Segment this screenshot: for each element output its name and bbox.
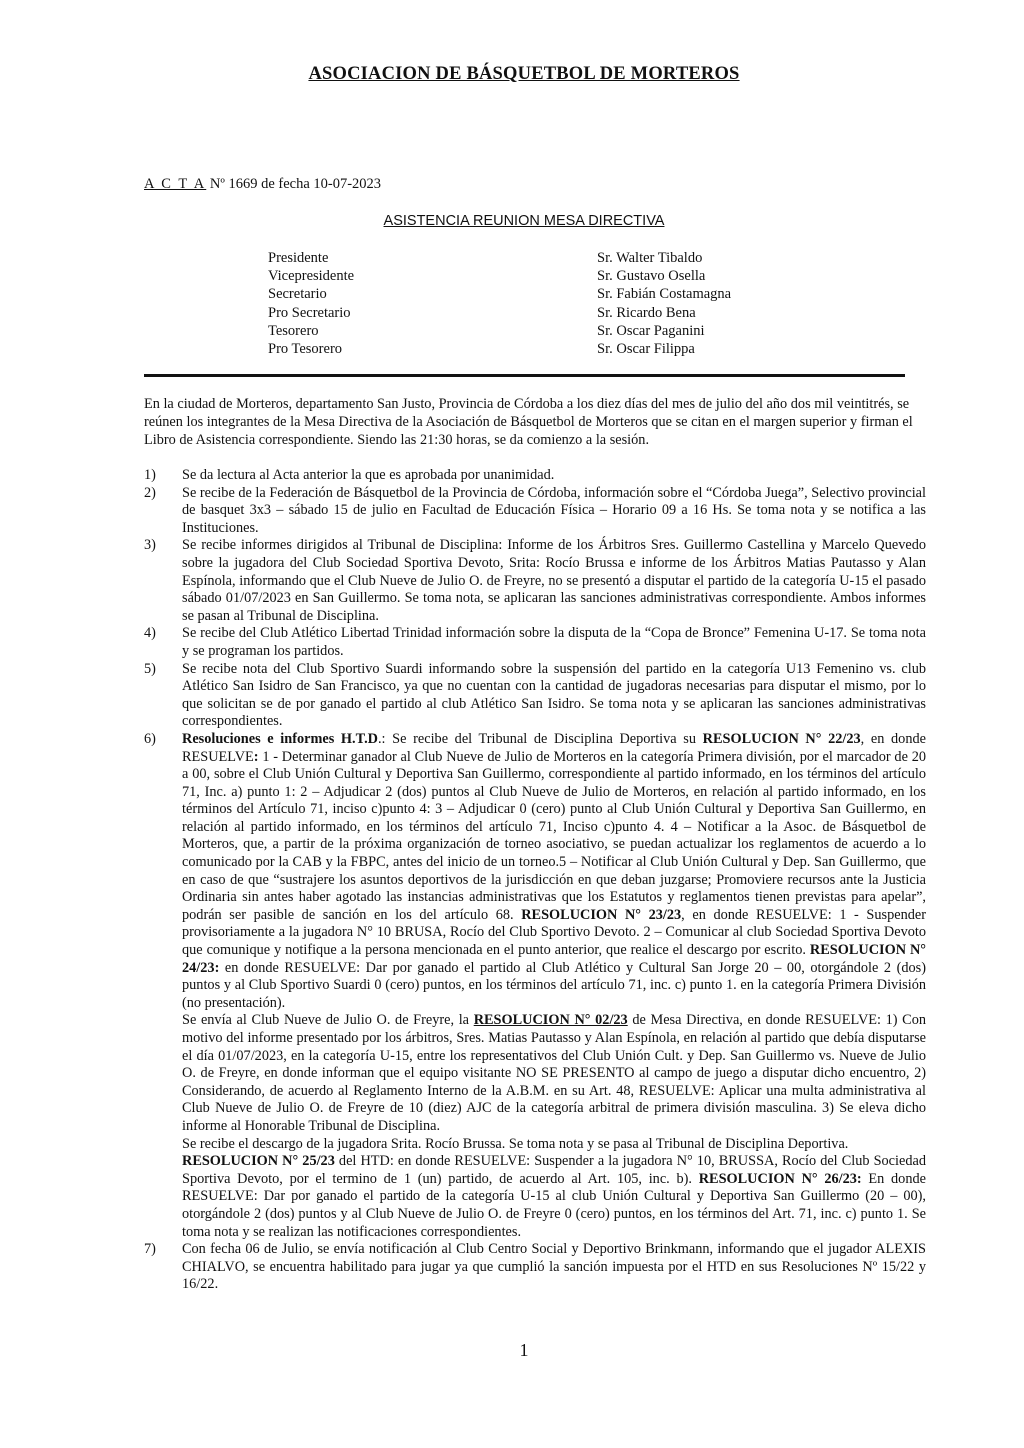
mesa-member-name: Sr. Gustavo Osella bbox=[597, 268, 706, 285]
mesa-member-name: Sr. Oscar Paganini bbox=[597, 322, 705, 339]
mesa-member-name: Sr. Oscar Filippa bbox=[597, 340, 695, 357]
mesa-row bbox=[268, 322, 788, 340]
item-text: Con fecha 06 de Julio, se envía notificación al Club Centro Social y Deportivo Brinkmann, informando que el jugador ALEXIS CHIALVO, se encuentra habilitado para jugar ya que cumplió la sanción impuesta por el HTD en sus Resoluciones Nº 15/22 y 16/22. bbox=[182, 1241, 926, 1293]
mesa-row bbox=[268, 340, 788, 358]
item-number: 4) bbox=[144, 625, 156, 642]
item-number: 6) bbox=[144, 730, 156, 747]
mesa-row bbox=[268, 249, 788, 267]
mesa-directiva-list bbox=[268, 249, 788, 358]
horizontal-divider bbox=[144, 374, 905, 377]
mesa-role: Vicepresidente bbox=[268, 268, 355, 285]
item-number: 1) bbox=[144, 467, 156, 483]
asistencia-heading: ASISTENCIA REUNION MESA DIRECTIVA bbox=[383, 213, 665, 229]
item-number: 7) bbox=[144, 1241, 156, 1258]
text-run: , en donde RESUELVE bbox=[182, 730, 926, 765]
document-title: ASOCIACION DE BÁSQUETBOL DE MORTEROS bbox=[308, 64, 740, 84]
item-text: Se recibe del Club Atlético Libertad Trinidad información sobre la disputa de la “Copa de Bronce” Femenina U-17. Se toma nota y se programan los partidos. bbox=[182, 625, 926, 659]
text-run: del HTD: en donde RESUELVE: Suspender a la jugadora N° 10, BRUSSA, Rocío del Club Sociedad Sportiva Devoto, por el termino de 1 (un) partido, de acuerdo al Art. 105, inc. b). bbox=[182, 1153, 926, 1187]
item-number: 3) bbox=[144, 537, 156, 554]
bold-underlined-text: RESOLUCION N° 02/23 bbox=[473, 1012, 628, 1029]
list-item bbox=[144, 731, 926, 1241]
bold-text: RESOLUCION N° 23/23 bbox=[521, 906, 682, 923]
text-run: 1 - Determinar ganador al Club Nueve de Julio de Morteros en la categoría Primera división, por el marcador de 20 a 00, sobre el Club Unión Cultural y Deportiva San Guillermo, correspondiente al partido informado, en los términos del artículo 71, Inc. a) punto 1: 2 – Adjudicar 2 (dos) puntos al Club Nueve de Julio de Morteros, en relación al partido informado, en los términos del Artículo 71, inciso c)punto 4: 3 – Adjudicar 0 (cero) punto al Club Unión Cultural y Deportiva San Guillermo, en relación al partido informado, en los términos del artículo 71, Inciso c)punto 4. 4 – Notificar a la Asoc. de Básquetbol de Morteros, que, a partir de la próxima organización de torneo asociativo, se puedan actualizar los reglamentos de acuerdo a lo comunicado por la CAB y la FBPC, antes del inicio de un torneo.5 – Notificar al Club Unión Cultural y Dep. San Guillermo, que en caso de que “sustrajere los asuntos deportivos de la jurisdicción en que deban juzgarse; Promoviere recursos ante la Justicia Ordinaria sin antes haber agotado las instancias administrativas que los Estatutos y reglamentos tienen previstas para apelar”, podrán ser pasible de sanción en los del artículo 68. bbox=[182, 748, 926, 923]
mesa-row bbox=[268, 267, 788, 285]
mesa-role: Presidente bbox=[268, 250, 329, 266]
list-item bbox=[144, 661, 926, 731]
item-text: Se recibe nota del Club Sportivo Suardi informando sobre la suspensión del partido en la categoría U13 Femenino vs. club Atlético San Isidro de San Francisco, ya que no cuentan con la cantidad de jugadoras necesarias para disputar el mismo, por lo que solicitan se de por ganado el partido al club Atlético San Isidro. Se toma nota y se aplicaran las sanciones administrativas correspondientes. bbox=[182, 660, 926, 730]
resoluciones-paragraph bbox=[182, 731, 926, 1013]
text-run: En donde RESUELVE: Dar por ganado el partido de la categoría U-15 al club Unión Cultural y Deportiva San Guillermo (20 – 00), otorgándole 2 (dos) puntos y al Club Nueve de Julio O. de Freyre 0 (cero) puntos, en los términos del Art. 71, inc. c) punto 1. Se toma nota y se realizan las notificaciones correspondientes. bbox=[182, 1170, 926, 1240]
bold-text: : bbox=[253, 748, 259, 765]
resolucion-htd-paragraph bbox=[182, 1153, 926, 1241]
descargo-paragraph: Se recibe el descargo de la jugadora Srita. Rocío Brussa. Se toma nota y se pasa al Tribunal de Disciplina Deportiva. bbox=[182, 1135, 849, 1152]
item-text: Se recibe de la Federación de Básquetbol de la Provincia de Córdoba, información sobre el “Córdoba Juega”, Selectivo provincial de basquet 3x3 – sábado 15 de julio en Facultad de Educación Física – Horario 09 a 16 Hs. Se toma nota y se notifica a las Instituciones. bbox=[182, 484, 926, 536]
mesa-member-name: Sr. Fabián Costamagna bbox=[597, 286, 732, 303]
bold-text: RESOLUCION N° 25/23 bbox=[182, 1153, 335, 1170]
list-item bbox=[144, 1241, 926, 1294]
acta-number-line bbox=[144, 176, 381, 193]
item-text: Se recibe informes dirigidos al Tribunal de Disciplina: Informe de los Árbitros Sres. Guillermo Castellina y Marcelo Quevedo sobre la jugadora del Club Sociedad Sportiva Devoto, Srita: Rocío Brussa e informe de los Árbitros Matias Pautasso y Alan Espínola, informando que el Club Nueve de Julio O. de Freyre, no se presentó a disputar el partido de la categoría U-15 el pasado sábado 01/07/2023 en San Guillermo. Se toma nota, se aplicaran las sanciones administrativas correspondiente. Ambos informes se pasan al Tribunal de Disciplina. bbox=[182, 537, 926, 624]
list-item bbox=[144, 485, 926, 538]
mesa-role: Secretario bbox=[268, 286, 327, 303]
text-run: de Mesa Directiva, en donde RESUELVE: 1) Con motivo del informe presentado por los árbitros, Sres. Matias Pautasso y Alan Espínola, en relación al partido que debía disputarse el día 01/07/2023, en la categoría U-15, entre los representativos del Club Unión Cult. y Dep. San Guillermo vs. Nueve de Julio O. de Freyre, en donde informan que el equipo visitante NO SE PRESENTO al campo de juego a disputar dicho encuentro, 2) Considerando, de acuerdo al Reglamento Interno de la A.B.M. en su Art. 48, RESUELVE: Aplicar una multa administrativa al Club Nueve de Julio O. de Freyre de 10 (diez) AJC de la categoría arbitral de primera división masculina. 3) Se eleva dicho informe al Honorable Tribunal de Disciplina. bbox=[182, 1012, 926, 1134]
mesa-member-name: Sr. Walter Tibaldo bbox=[597, 250, 703, 266]
item-text: Se da lectura al Acta anterior la que es aprobada por unanimidad. bbox=[182, 467, 555, 483]
text-run: .: Se recibe del Tribunal de Disciplina Deportiva su bbox=[377, 730, 703, 747]
text-run: , en donde RESUELVE: 1 - Suspender provisoriamente a la jugadora N° 10 BRUSA, Rocío del Club Sportivo Devoto. 2 – Comunicar al club Sociedad Sportiva Devoto que comunique y notifique a la persona mencionada en el punto anterior, que realice el descargo por escrito. bbox=[182, 906, 926, 959]
page-number: 1 bbox=[519, 1340, 529, 1360]
agenda-items bbox=[144, 467, 926, 1294]
resolucion-mesa-paragraph bbox=[182, 1012, 926, 1135]
bold-text: RESOLUCION N° 26/23: bbox=[698, 1170, 862, 1187]
list-item bbox=[144, 467, 926, 485]
mesa-member-name: Sr. Ricardo Bena bbox=[597, 304, 696, 321]
item-number: 2) bbox=[144, 484, 156, 501]
mesa-role: Tesorero bbox=[268, 322, 319, 339]
mesa-role: Pro Secretario bbox=[268, 304, 351, 321]
item-number: 5) bbox=[144, 660, 156, 677]
acta-number-date: Nº 1669 de fecha 10-07-2023 bbox=[206, 176, 382, 192]
mesa-role: Pro Tesorero bbox=[268, 340, 343, 357]
list-item bbox=[144, 625, 926, 660]
mesa-row bbox=[268, 304, 788, 322]
item-text bbox=[182, 731, 926, 1241]
mesa-row bbox=[268, 285, 788, 303]
bold-text: RESOLUCION N° 22/23 bbox=[702, 730, 861, 747]
acta-label: A C T A bbox=[144, 176, 207, 192]
text-run: en donde RESUELVE: Dar por ganado el partido al Club Atlético y Cultural San Jorge 20 – 00, otorgándole 2 (dos) puntos y al Club Sportivo Suardi 0 (cero) puntos, en los términos del artículo 71, inc. c) punto 1. en la categoría Primera División (no presentación). bbox=[182, 959, 926, 1011]
bold-text: RESOLUCION N° 24/23: bbox=[182, 942, 926, 976]
bold-text: Resoluciones e informes H.T.D bbox=[182, 730, 378, 747]
text-run: Se envía al Club Nueve de Julio O. de Freyre, la bbox=[182, 1012, 474, 1029]
list-item bbox=[144, 537, 926, 625]
intro-paragraph: En la ciudad de Morteros, departamento San Justo, Provincia de Córdoba a los diez días del mes de julio del año dos mil veintitrés, se reúnen los integrantes de la Mesa Directiva de la Asociación de Básquetbol de Morteros que se citan en el margen superior y firman el Libro de Asistencia correspondiente. Siendo las 21:30 horas, se da comienzo a la sesión. bbox=[144, 396, 913, 448]
